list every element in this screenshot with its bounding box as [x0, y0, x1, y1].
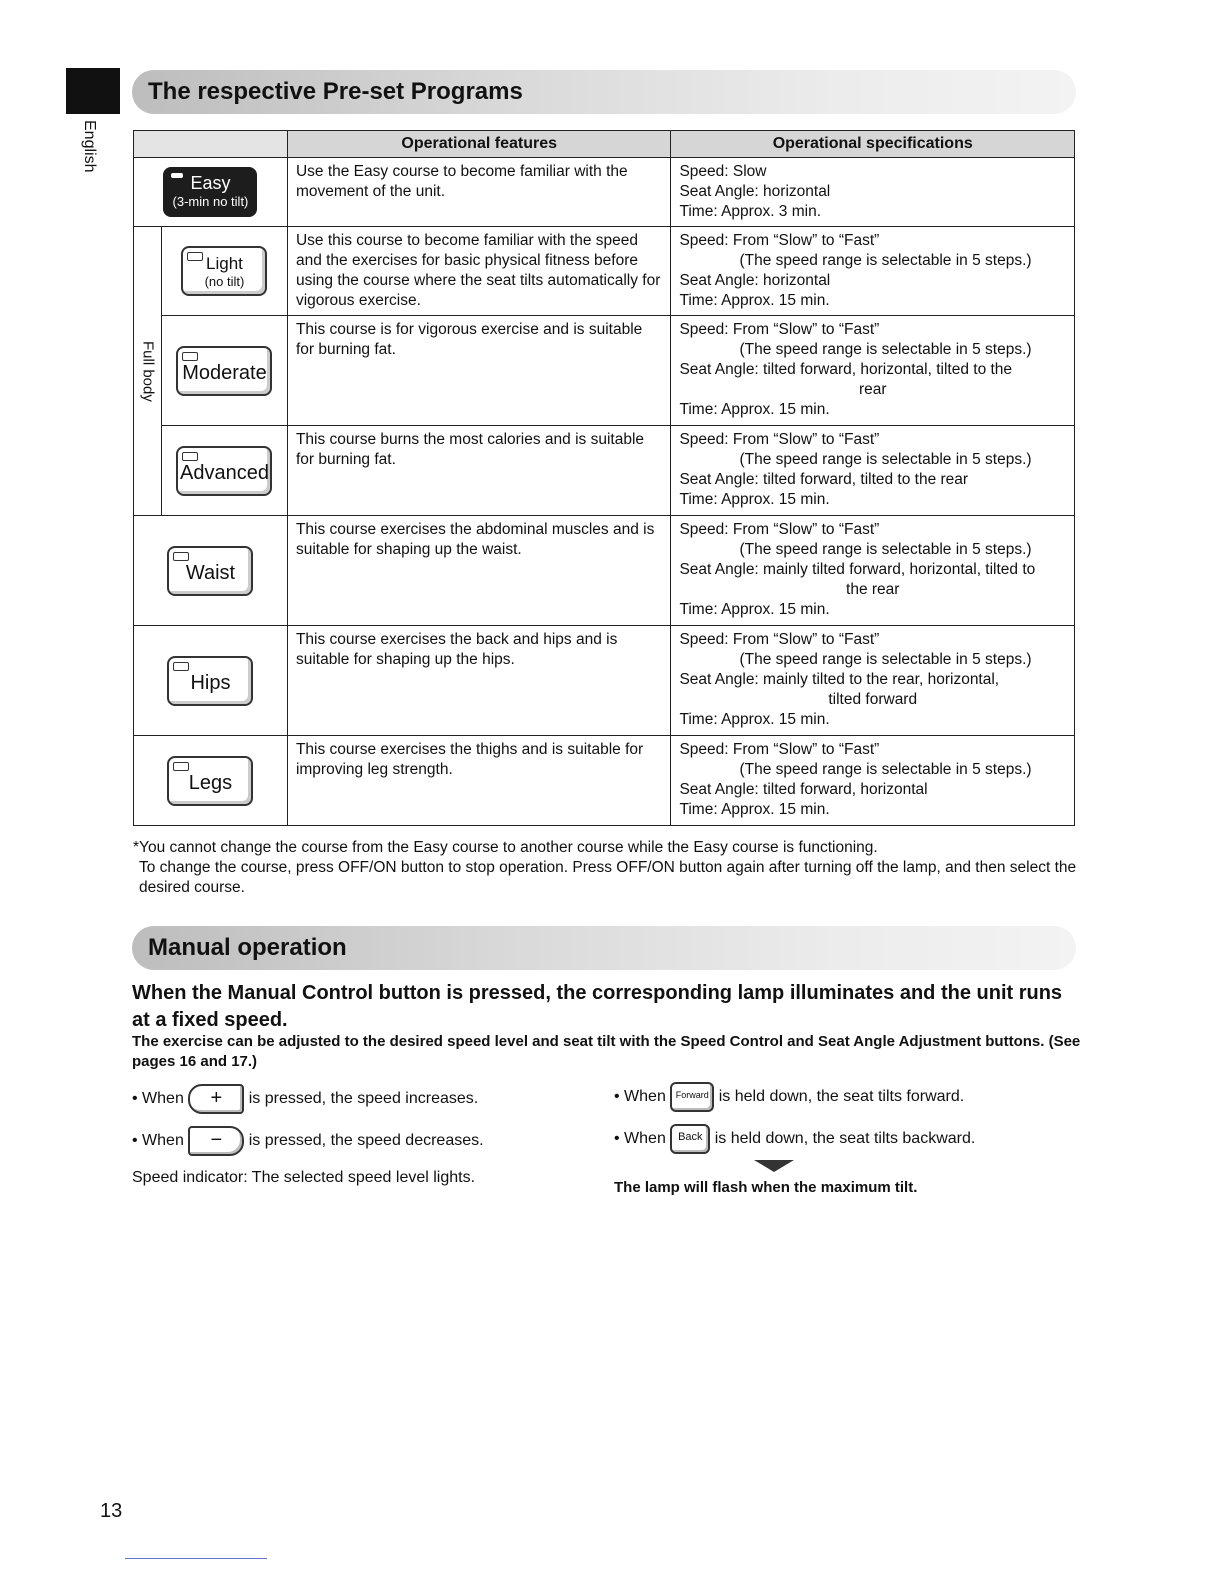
spec-cell	[671, 516, 1075, 626]
table-row	[134, 426, 1075, 516]
spec-line: Seat Angle: tilted forward, horizontal	[679, 781, 928, 798]
spec-line: tilted forward	[828, 691, 918, 708]
light-button-sublabel: (no tilt)	[204, 274, 245, 289]
back-text: is held down, the seat tilts backward.	[714, 1130, 976, 1148]
manual-subline: The exercise can be adjusted to the desired speed level and seat tilt with the Speed Control and Seat Angle Adjustment buttons. (See pages 16 and 17.)	[132, 1033, 1081, 1070]
spec-line: Speed: From “Slow” to “Fast”	[679, 321, 880, 338]
feature-cell: This course burns the most calories and is suitable for burning fat.	[287, 426, 671, 516]
manual-section-title: Manual operation	[148, 934, 347, 961]
icon-cell	[134, 626, 288, 736]
hips-button-label: Hips	[190, 671, 231, 694]
flash-note: The lamp will flash when the maximum tilt.	[614, 1179, 918, 1196]
spec-line: Speed: From “Slow” to “Fast”	[679, 521, 880, 538]
spec-cell	[671, 158, 1075, 227]
spec-line: rear	[858, 381, 887, 398]
spec-line: (The speed range is selectable in 5 steps.)	[739, 252, 1032, 269]
easy-course-note	[133, 838, 1083, 898]
back-key-icon: Back	[670, 1124, 710, 1154]
moderate-button-icon	[176, 346, 272, 396]
spec-line: Speed: Slow	[679, 163, 767, 180]
legs-button-label: Legs	[188, 771, 233, 794]
when-label: • When	[132, 1132, 184, 1150]
icon-cell	[134, 736, 288, 826]
programs-section-title: The respective Pre-set Programs	[148, 78, 523, 105]
table-row	[134, 516, 1075, 626]
full-body-label: Full body	[139, 340, 157, 402]
table-row	[134, 316, 1075, 426]
spec-line: (The speed range is selectable in 5 steps.)	[739, 761, 1032, 778]
led-icon	[171, 173, 183, 178]
spec-line: Seat Angle: horizontal	[679, 183, 831, 200]
spec-line: Seat Angle: tilted forward, horizontal, tilted to the	[679, 361, 1013, 378]
forward-text: is held down, the seat tilts forward.	[718, 1088, 965, 1106]
feature-cell: This course is for vigorous exercise and is suitable for burning fat.	[287, 316, 671, 426]
spec-cell	[671, 626, 1075, 736]
feature-cell: This course exercises the abdominal muscles and is suitable for shaping up the waist.	[287, 516, 671, 626]
when-label: • When	[614, 1088, 666, 1106]
led-icon	[182, 352, 198, 361]
speed-up-instruction	[132, 1084, 592, 1114]
spec-line: Time: Approx. 15 min.	[679, 491, 830, 508]
table-row	[134, 626, 1075, 736]
header-blank	[134, 131, 288, 158]
spec-line: (The speed range is selectable in 5 steps.)	[739, 451, 1032, 468]
spec-line: Time: Approx. 15 min.	[679, 601, 830, 618]
table-row	[134, 158, 1075, 227]
hips-button-icon	[167, 656, 253, 706]
spec-line: Time: Approx. 15 min.	[679, 711, 830, 728]
icon-cell	[134, 158, 288, 227]
spec-line: (The speed range is selectable in 5 steps.)	[739, 341, 1032, 358]
header-operational-specifications: Operational specifications	[671, 131, 1075, 158]
chapter-tab	[66, 68, 120, 114]
spec-line: Speed: From “Slow” to “Fast”	[679, 431, 880, 448]
led-icon	[173, 552, 189, 561]
preset-programs-table	[133, 130, 1075, 826]
icon-cell	[161, 426, 287, 516]
spec-line: Speed: From “Slow” to “Fast”	[679, 741, 880, 758]
spec-line: Time: Approx. 15 min.	[679, 801, 830, 818]
easy-button-label: Easy	[190, 173, 231, 193]
icon-cell	[161, 227, 287, 316]
table-header-row	[134, 131, 1075, 158]
spec-line: Seat Angle: mainly tilted forward, horizontal, tilted to	[679, 561, 1036, 578]
spec-line: Speed: From “Slow” to “Fast”	[679, 631, 880, 648]
minus-key-icon: −	[188, 1126, 244, 1156]
led-icon	[182, 452, 198, 461]
when-label: • When	[132, 1090, 184, 1108]
footer-line	[125, 1558, 267, 1559]
manual-headline: When the Manual Control button is pressed, the corresponding lamp illuminates and the unit runs at a fixed speed.	[132, 982, 1063, 1031]
lamp-arrow-icon	[754, 1160, 794, 1172]
plus-text: is pressed, the speed increases.	[248, 1090, 479, 1108]
light-button-label: Light	[206, 254, 243, 273]
spec-cell	[671, 227, 1075, 316]
spec-line: Time: Approx. 15 min.	[679, 292, 830, 309]
feature-cell: Use the Easy course to become familiar with the movement of the unit.	[287, 158, 671, 227]
easy-button-icon	[163, 167, 257, 217]
minus-text: is pressed, the speed decreases.	[248, 1132, 484, 1150]
note-line-1: *You cannot change the course from the Easy course to another course while the Easy course is functioning.	[133, 839, 878, 856]
page-number: 13	[100, 1500, 123, 1522]
feature-cell: Use this course to become familiar with the speed and the exercises for basic physical fitness before using the course where the seat tilts automatically for vigorous exercise.	[287, 227, 671, 316]
tilt-instructions	[614, 1082, 1084, 1198]
spec-line: Seat Angle: tilted forward, tilted to the rear	[679, 471, 969, 488]
easy-button-sublabel: (3-min no tilt)	[172, 194, 249, 209]
forward-key-icon: Forward	[670, 1082, 714, 1112]
light-button-icon	[181, 246, 267, 296]
speed-indicator-text: Speed indicator: The selected speed level lights.	[132, 1169, 476, 1186]
spec-line: Speed: From “Slow” to “Fast”	[679, 232, 880, 249]
table-row	[134, 736, 1075, 826]
moderate-button-label: Moderate	[182, 361, 267, 384]
speed-down-instruction	[132, 1126, 592, 1156]
spec-cell	[671, 426, 1075, 516]
header-operational-features: Operational features	[287, 131, 671, 158]
spec-cell	[671, 316, 1075, 426]
spec-line: (The speed range is selectable in 5 steps.)	[739, 651, 1032, 668]
spec-line: (The speed range is selectable in 5 steps.)	[739, 541, 1032, 558]
when-label: • When	[614, 1130, 666, 1148]
programs-section-banner	[132, 70, 1076, 114]
icon-cell	[134, 516, 288, 626]
icon-cell	[161, 316, 287, 426]
spec-line: Time: Approx. 3 min.	[679, 203, 822, 220]
speed-instructions	[132, 1084, 592, 1188]
full-body-group-cell	[134, 227, 162, 516]
spec-line: Seat Angle: horizontal	[679, 272, 831, 289]
advanced-button-label: Advanced	[179, 461, 269, 484]
feature-cell: This course exercises the thighs and is suitable for improving leg strength.	[287, 736, 671, 826]
plus-key-icon: +	[188, 1084, 244, 1114]
led-icon	[173, 662, 189, 671]
spec-line: Time: Approx. 15 min.	[679, 401, 830, 418]
table-row	[134, 227, 1075, 316]
tilt-forward-instruction	[614, 1082, 1084, 1112]
spec-line: Seat Angle: mainly tilted to the rear, horizontal,	[679, 671, 1000, 688]
waist-button-icon	[167, 546, 253, 596]
spec-line: the rear	[846, 581, 900, 598]
legs-button-icon	[167, 756, 253, 806]
spec-cell	[671, 736, 1075, 826]
manual-section-banner	[132, 926, 1076, 970]
waist-button-label: Waist	[185, 561, 236, 584]
led-icon	[173, 762, 189, 771]
note-line-2: To change the course, press OFF/ON button to stop operation. Press OFF/ON button again after turning off the lamp, and then select the desired course.	[139, 859, 1077, 896]
side-language-label: English	[81, 120, 98, 173]
feature-cell: This course exercises the back and hips and is suitable for shaping up the hips.	[287, 626, 671, 736]
advanced-button-icon	[176, 446, 272, 496]
tilt-back-instruction	[614, 1124, 1084, 1154]
led-icon	[187, 252, 203, 261]
